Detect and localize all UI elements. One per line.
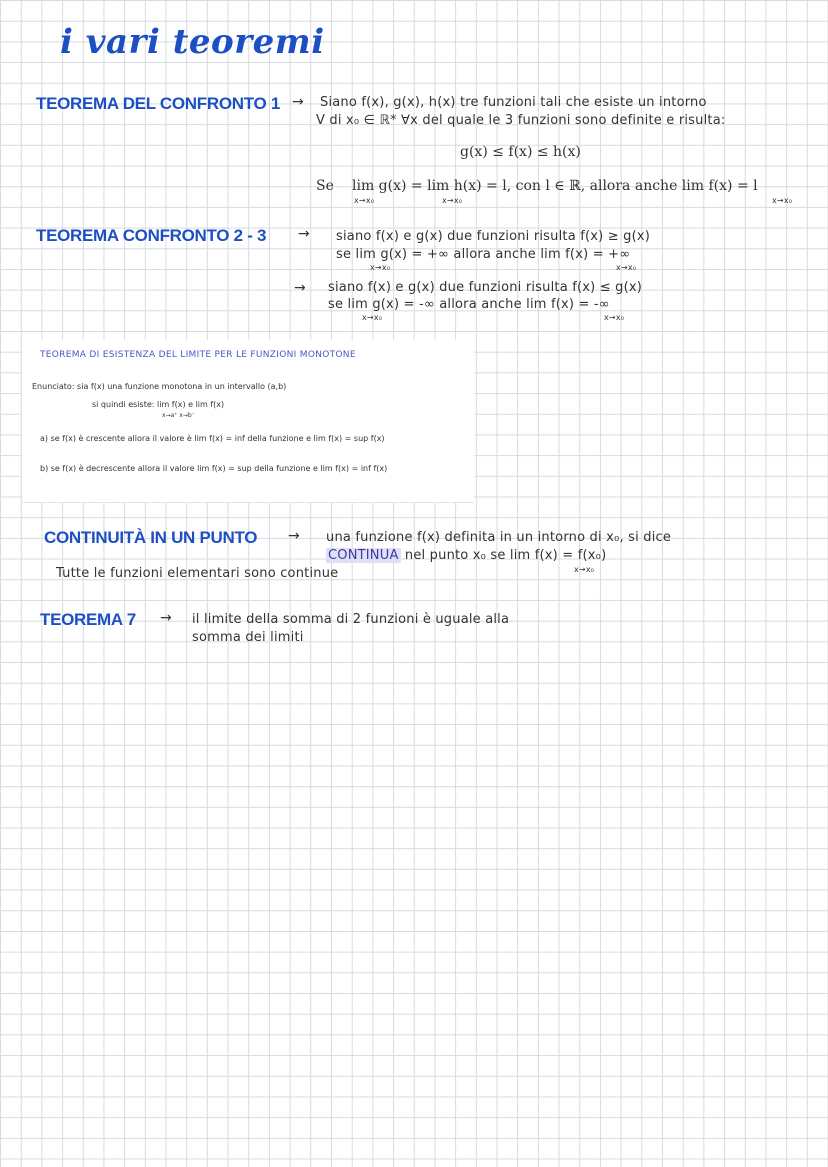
confronto23-a-line1: siano f(x) e g(x) due funzioni risulta f(x) ≥ g(x) bbox=[336, 229, 651, 244]
arrow-icon: → bbox=[294, 280, 306, 296]
esistenza-box bbox=[22, 340, 474, 503]
confronto23-a-sub2: x→x₀ bbox=[616, 263, 637, 272]
confronto1-limit: lim g(x) = lim h(x) = l, con l ∈ ℝ, allora anche lim f(x) = l bbox=[352, 178, 758, 194]
esistenza-esiste: si quindi esiste: lim f(x) e lim f(x) bbox=[92, 400, 225, 409]
arrow-icon: → bbox=[160, 610, 172, 626]
confronto1-sub3: x→x₀ bbox=[772, 196, 793, 205]
confronto23-b-sub1: x→x₀ bbox=[362, 313, 383, 322]
heading-confronto-2-3: TEOREMA CONFRONTO 2 - 3 bbox=[36, 226, 267, 245]
continuita-note: Tutte le funzioni elementari sono continue bbox=[56, 566, 339, 581]
continua-highlight: CONTINUA bbox=[328, 548, 399, 563]
confronto23-b-line1: siano f(x) e g(x) due funzioni risulta f(x) ≤ g(x) bbox=[328, 280, 643, 295]
confronto1-se: Se bbox=[316, 178, 334, 194]
esistenza-b: b) se f(x) è decrescente allora il valore lim f(x) = sup della funzione e lim f(x) = inf f(x) bbox=[40, 464, 388, 473]
confronto23-a-sub1: x→x₀ bbox=[370, 263, 391, 272]
arrow-icon: → bbox=[292, 94, 304, 110]
confronto23-a-line2: se lim g(x) = +∞ allora anche lim f(x) = +∞ bbox=[336, 247, 631, 262]
confronto1-inequality: g(x) ≤ f(x) ≤ h(x) bbox=[460, 144, 581, 160]
heading-continuita: CONTINUITÀ IN UN PUNTO bbox=[44, 528, 258, 547]
esistenza-esiste-sub: x→a⁺ x→b⁻ bbox=[162, 412, 195, 419]
esistenza-enunciato: Enunciato: sia f(x) una funzione monotona in un intervallo (a,b) bbox=[32, 382, 287, 391]
esistenza-title: TEOREMA DI ESISTENZA DEL LIMITE PER LE FUNZIONI MONOTONE bbox=[40, 350, 356, 360]
teorema7-line2: somma dei limiti bbox=[192, 630, 304, 645]
teorema7-line1: il limite della somma di 2 funzioni è uguale alla bbox=[192, 612, 510, 627]
confronto23-b-sub2: x→x₀ bbox=[604, 313, 625, 322]
continuita-line2-wrap bbox=[326, 548, 606, 563]
confronto1-line1: Siano f(x), g(x), h(x) tre funzioni tali che esiste un intorno bbox=[320, 95, 707, 110]
continuita-line2: nel punto x₀ se lim f(x) = f(x₀) bbox=[404, 548, 607, 563]
arrow-icon: → bbox=[298, 226, 310, 242]
heading-confronto-1: TEOREMA DEL CONFRONTO 1 bbox=[36, 94, 281, 113]
confronto1-sub2: x→x₀ bbox=[442, 196, 463, 205]
confronto1-sub1: x→x₀ bbox=[354, 196, 375, 205]
arrow-icon: → bbox=[288, 528, 300, 544]
continuita-sub: x→x₀ bbox=[574, 565, 595, 574]
heading-teorema-7: TEOREMA 7 bbox=[40, 610, 136, 629]
esistenza-a: a) se f(x) è crescente allora il valore è lim f(x) = inf della funzione e lim f(x) = sup f(x) bbox=[40, 434, 385, 443]
page-title: i vari teoremi bbox=[60, 22, 325, 62]
continuita-line1: una funzione f(x) definita in un intorno di x₀, si dice bbox=[326, 530, 672, 545]
confronto23-b-line2: se lim g(x) = -∞ allora anche lim f(x) = -∞ bbox=[328, 297, 610, 312]
confronto1-line2: V di x₀ ∈ ℝ* ∀x del quale le 3 funzioni sono definite e risulta: bbox=[316, 113, 726, 128]
